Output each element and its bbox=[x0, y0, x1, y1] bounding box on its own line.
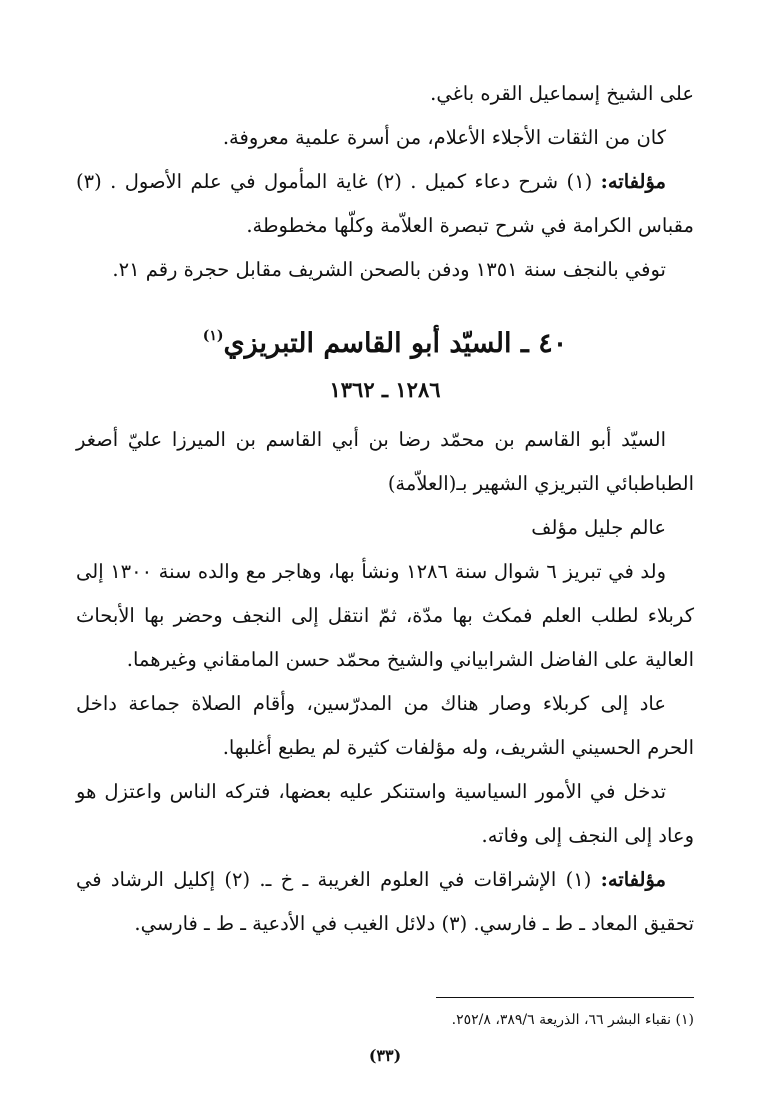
intro-line-2: كان من الثقات الأجلاء الأعلام، من أسرة علمية معروفة. bbox=[222, 126, 666, 149]
entry-paragraph-2: عالم جليل مؤلف bbox=[531, 516, 666, 539]
intro-line-1: على الشيخ إسماعيل القره باغي. bbox=[430, 82, 694, 105]
entry-heading bbox=[76, 310, 694, 370]
entry-works bbox=[76, 858, 694, 946]
footnote: (١) نقباء البشر ٦٦، الذريعة ٣٨٩/٦، ٢٥٢/٨. bbox=[451, 1012, 694, 1028]
entry-paragraph-3: ولد في تبريز ٦ شوال سنة ١٢٨٦ ونشأ بها، وهاجر مع والده سنة ١٣٠٠ إلى كربلاء لطلب العلم فمكث بها مدّة، ثمّ انتقل إلى النجف وحضر بها الأبحاث العالية على الفاضل الشرابياني والشيخ محمّد حسن المامقاني وغيرهما. bbox=[76, 560, 694, 671]
entry-works-text: (١) الإشراقات في العلوم الغريبة ـ خ ـ. (٢) إكليل الرشاد في تحقيق المعاد ـ ط ـ فارسي. (٣) دلائل الغيب في الأدعية ـ ط ـ فارسي. bbox=[76, 868, 694, 935]
entry-works-label: مؤلفاته: bbox=[600, 868, 666, 891]
entry-heading-text: ٤٠ ـ السيّد أبو القاسم التبريزي bbox=[223, 328, 568, 359]
entry-years: ١٢٨٦ ـ ١٣٦٢ bbox=[329, 377, 441, 402]
entry-paragraph-5: تدخل في الأمور السياسية واستنكر عليه بعضها، فتركه الناس واعتزل هو وعاد إلى النجف إلى وفاته. bbox=[76, 780, 694, 847]
footnote-divider bbox=[436, 997, 694, 998]
intro-death: توفي بالنجف سنة ١٣٥١ ودفن بالصحن الشريف مقابل حجرة رقم ٢١. bbox=[112, 258, 666, 281]
intro-works-text: (١) شرح دعاء كميل . (٢) غاية المأمول في علم الأصول . (٣) مقباس الكرامة في شرح تبصرة العلاّمة وكلّها مخطوطة. bbox=[76, 170, 694, 237]
entry-paragraph-1: السيّد أبو القاسم بن محمّد رضا بن أبي القاسم بن الميرزا عليّ أصغر الطباطبائي التبريزي الشهير بـ(العلاّمة) bbox=[76, 428, 694, 495]
page-number: (٣٣) bbox=[368, 1046, 402, 1065]
intro-works bbox=[76, 160, 694, 248]
intro-works-label: مؤلفاته: bbox=[600, 170, 667, 193]
entry-heading-note: (١) bbox=[202, 328, 224, 344]
entry-paragraph-4: عاد إلى كربلاء وصار هناك من المدرّسين، وأقام الصلاة جماعة داخل الحرم الحسيني الشريف، وله مؤلفات كثيرة لم يطبع أغلبها. bbox=[76, 692, 694, 759]
